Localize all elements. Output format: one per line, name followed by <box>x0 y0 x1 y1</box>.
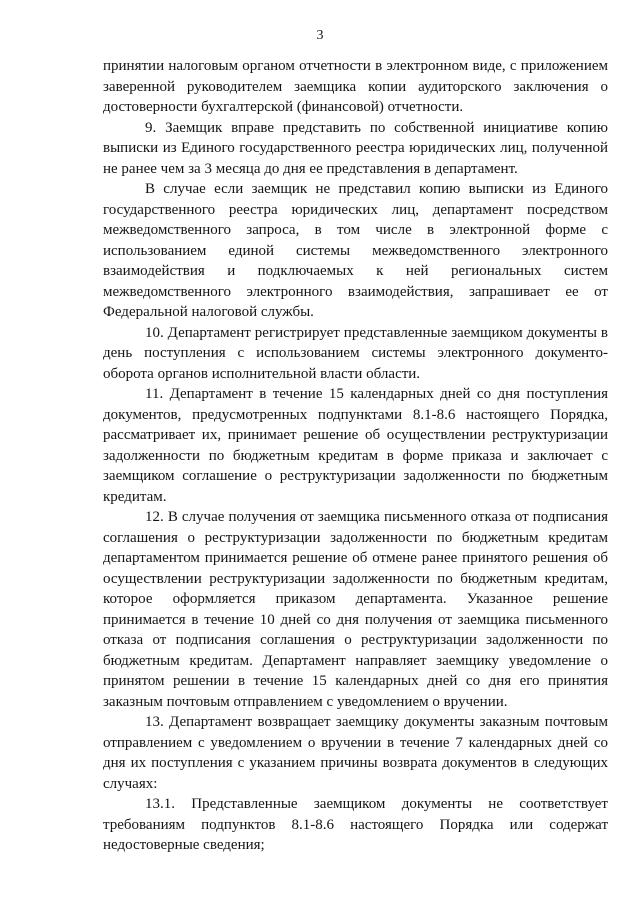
document-body <box>103 56 608 856</box>
paragraph-13: 13. Департамент возвращает заемщику документы заказным почтовым отправлением с уведомлением о вручении в течение 7 календарных дней со дня их поступления с указанием причины возврата документов в следующих случаях: <box>103 714 608 792</box>
paragraph-9-continuation: В случае если заемщик не представил копию выписки из Единого государственного реестра юридических лиц, департамент посредством межведомственного запроса, в том числе в электронной форме с использованием единой системы межведомственного электронного взаимодействия и подключаемых к ней региональных систем межведомственного электронного взаимодействия, запрашивает ее от Федеральной налоговой службы. <box>103 181 608 320</box>
paragraph-12: 12. В случае получения от заемщика письменного отказа от подписания соглашения о реструктуризации задолженности по бюджетным кредитам департаментом принимается решение об отмене ранее принятого решения об осуществлении реструктуризации задолженности по бюджетным кредитам, которое оформляется приказом департамента. Указанное решение принимается в течение 10 дней со дня получения от заемщика письменного отказа от подписания соглашения о реструктуризации задолженности по бюджетным кредитам. Департамент направляет заемщику уведомление о принятом решении в течение 15 календарных дней со дня его принятия заказным почтовым отправлением с уведомлением о вручении. <box>103 509 608 710</box>
paragraph-9: 9. Заемщик вправе представить по собственной инициативе копию выписки из Единого государственного реестра юридических лиц, полученной не ранее чем за 3 месяца до дня ее представления в департамент. <box>103 119 608 177</box>
paragraph-11: 11. Департамент в течение 15 календарных дней со дня поступления документов, предусмотренных подпунктами 8.1-8.6 настоящего Порядка, рассматривает их, принимает решение об осуществлении реструктуризации задолженности по бюджетным кредитам в форме приказа и заключает с заемщиком соглашение о реструктуризации задолженности по бюджетным кредитам. <box>103 386 608 505</box>
paragraph-continuation: принятии налоговым органом отчетности в электронном виде, с приложением заверенной руководителем заемщика копии аудиторского заключения о достоверности бухгалтерской (финансовой) отчетности. <box>103 58 608 115</box>
paragraph-10: 10. Департамент регистрирует представленные заемщиком документы в день поступления с использованием системы электронного документо-оборота органов исполнительной власти области. <box>103 324 608 382</box>
paragraph-13-1: 13.1. Представленные заемщиком документы не соответствует требованиям подпунктов 8.1-8.6 настоящего Порядка или содержат недостоверные сведения; <box>103 796 608 853</box>
page-number: 3 <box>316 28 324 43</box>
